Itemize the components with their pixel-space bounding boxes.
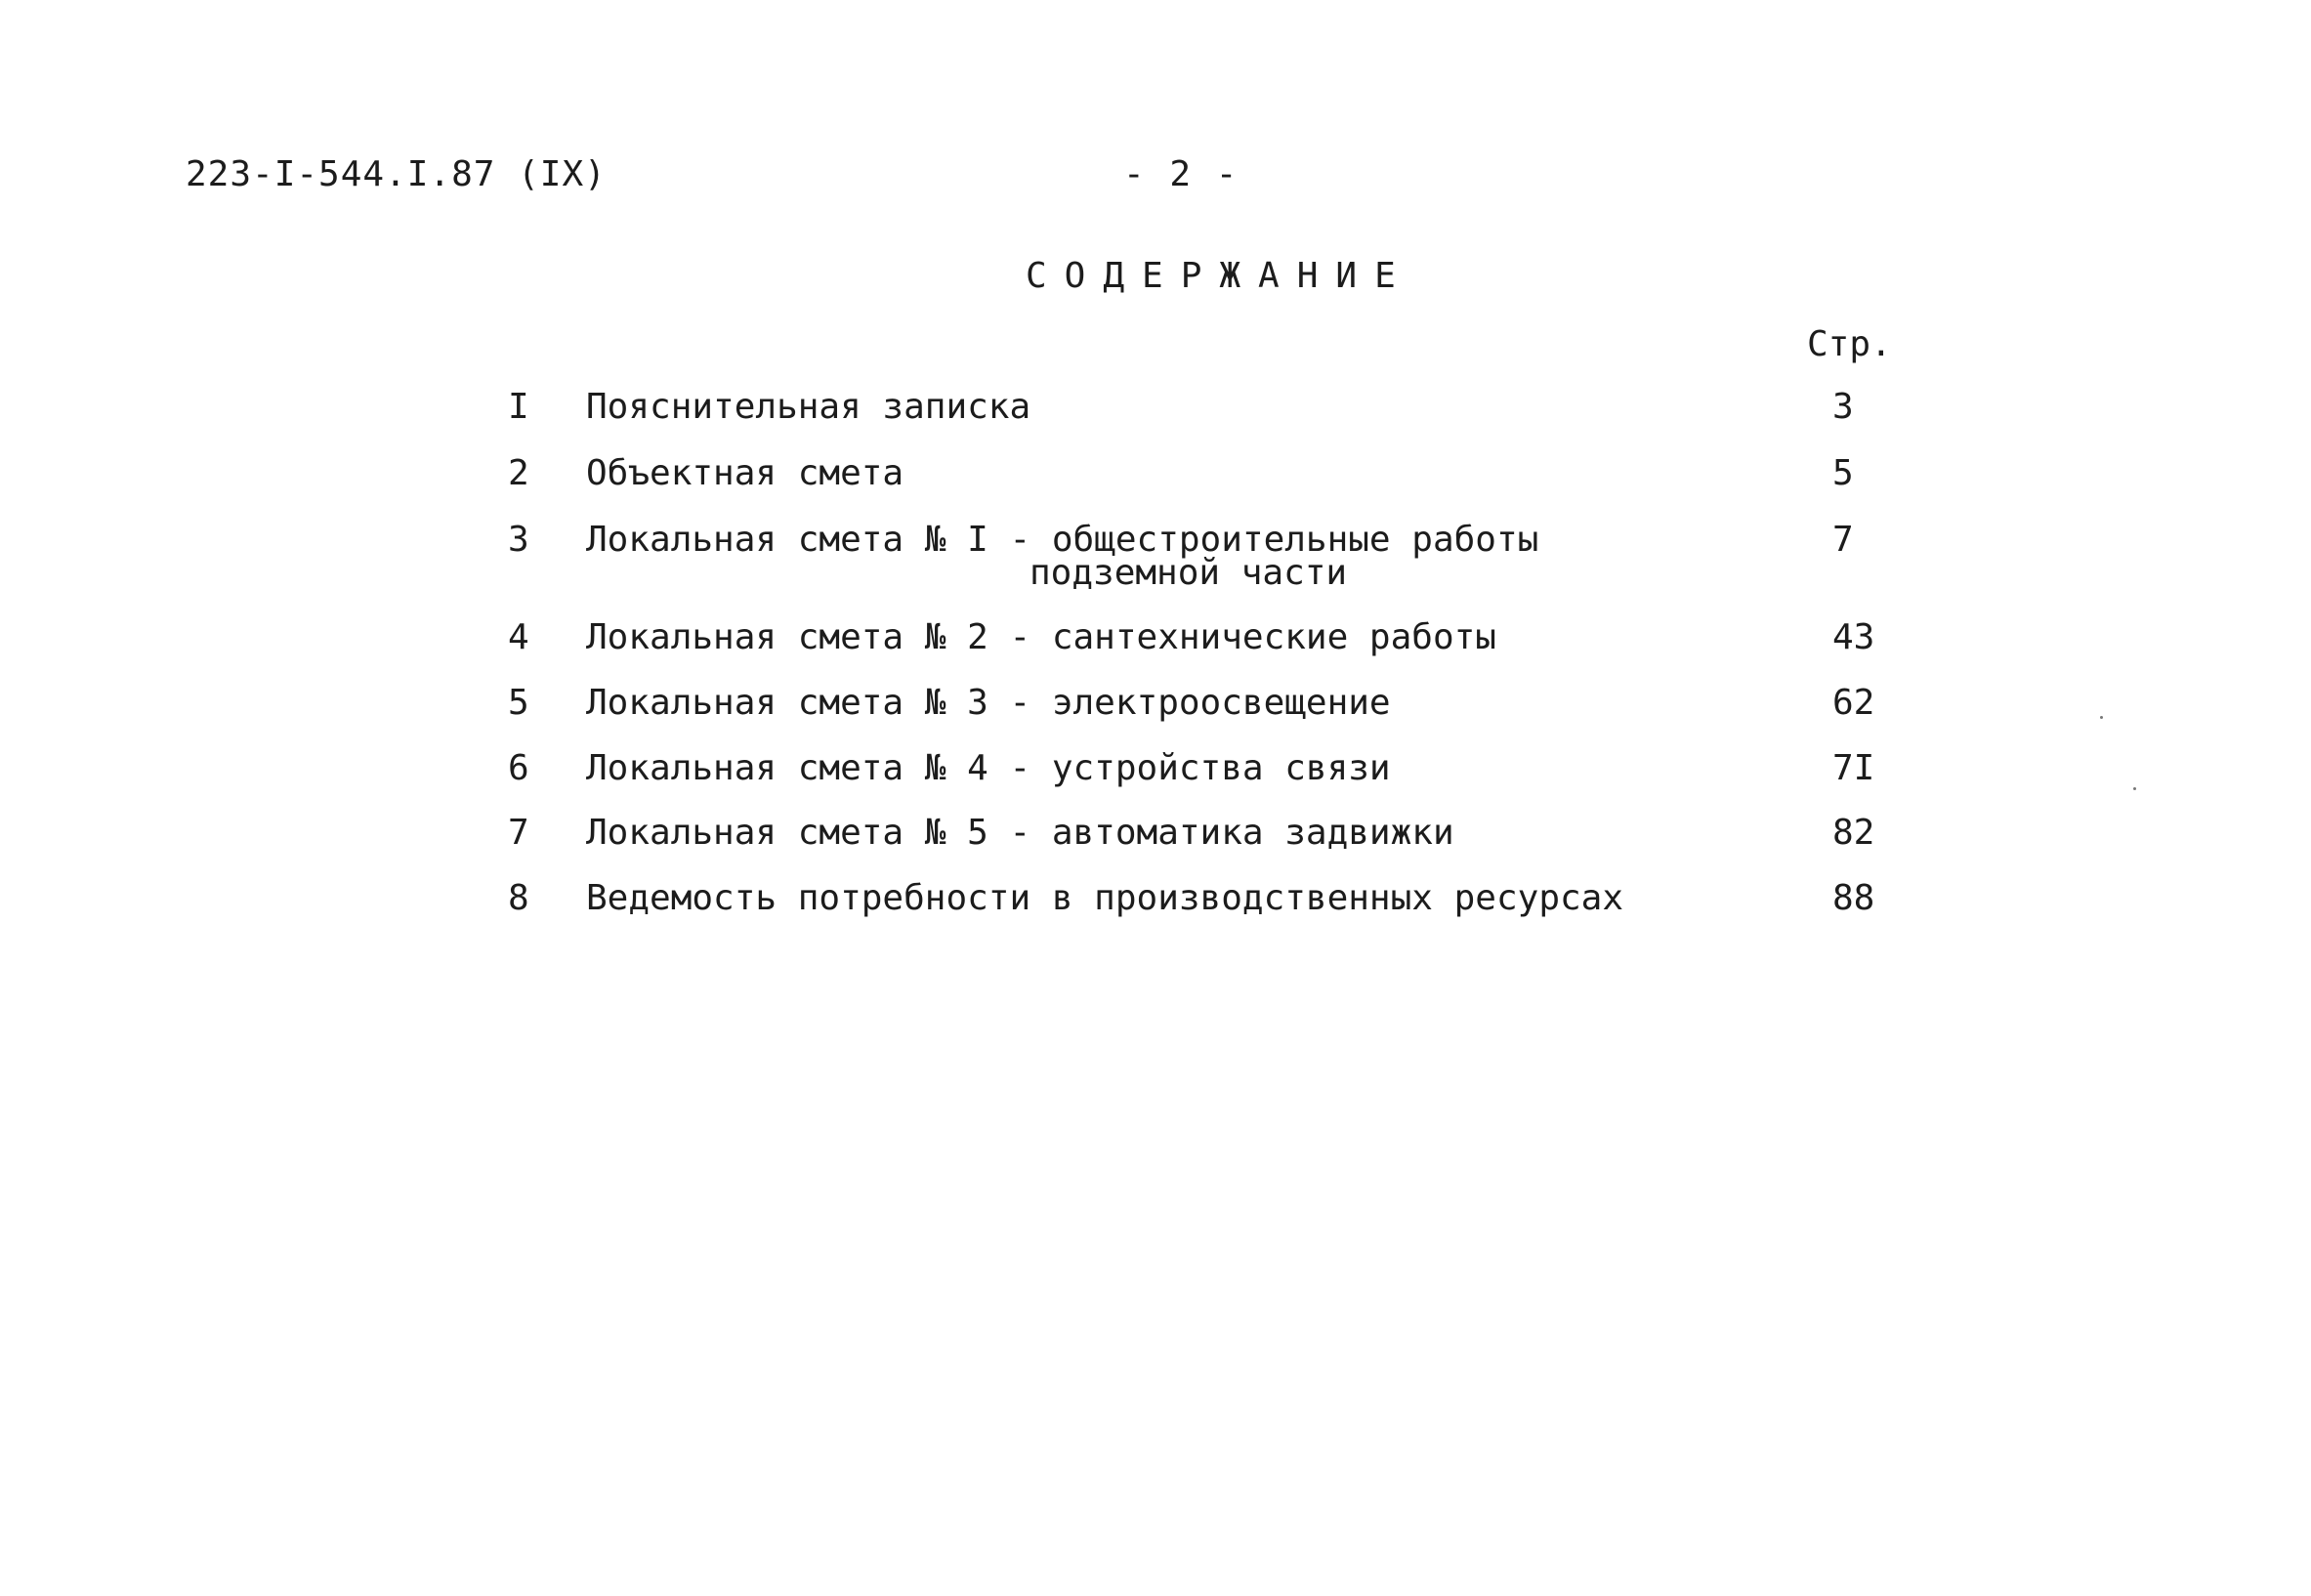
toc-item-title: Локальная смета № 3 - электроосвещение (586, 683, 1391, 723)
toc-item-number: 5 (508, 683, 529, 723)
toc-item-number: 3 (508, 520, 529, 560)
toc-item-number: 2 (508, 453, 529, 493)
toc-item-title: Ведемость потребности в производственных ресурсах (586, 878, 1624, 918)
toc-item-page: 43 (1832, 617, 1875, 657)
scan-speck (2133, 787, 2136, 790)
toc-item-number: 6 (508, 748, 529, 788)
toc-item-page: 62 (1832, 683, 1875, 723)
toc-item-title: Локальная смета № I - общестроительные работы (586, 520, 1539, 560)
toc-item-title: Пояснительная записка (586, 387, 1031, 427)
toc-item-number: 4 (508, 617, 529, 657)
toc-item-title: Локальная смета № 4 - устройства связи (586, 748, 1391, 788)
toc-item-number: I (508, 387, 529, 427)
toc-item-title-continuation: подземной части (1029, 553, 1348, 593)
toc-item-page: 3 (1832, 387, 1854, 427)
toc-item-page: 5 (1832, 453, 1854, 493)
toc-item-number: 7 (508, 813, 529, 853)
toc-title: СОДЕРЖАНИЕ (1026, 256, 1413, 296)
toc-item-page: 88 (1832, 878, 1875, 918)
scan-speck (2100, 716, 2103, 719)
toc-pages-header: Стр. (1807, 324, 1892, 364)
page-number: - 2 - (1123, 154, 1240, 194)
document-code: 223-I-544.I.87 (IX) (186, 154, 607, 194)
toc-item-title: Объектная смета (586, 453, 904, 493)
toc-item-title: Локальная смета № 2 - сантехнические работы (586, 617, 1496, 657)
toc-item-page: 7 (1832, 520, 1854, 560)
toc-item-page: 82 (1832, 813, 1875, 853)
toc-item-title: Локальная смета № 5 - автоматика задвижки (586, 813, 1454, 853)
toc-item-page: 7I (1832, 748, 1875, 788)
toc-item-number: 8 (508, 878, 529, 918)
